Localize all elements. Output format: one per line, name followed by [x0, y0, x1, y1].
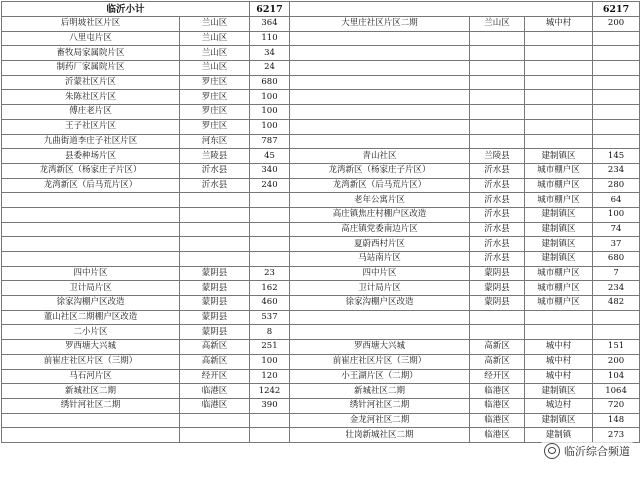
district-right-cell: 沂水县 [470, 222, 525, 237]
district-right-cell: 经开区 [470, 369, 525, 384]
district-right-cell: 临港区 [470, 384, 525, 399]
district-left-cell [180, 193, 250, 208]
count-right-cell: 74 [593, 222, 640, 237]
table-row [2, 296, 640, 311]
table-row [2, 90, 640, 105]
district-right-cell: 蒙阴县 [470, 281, 525, 296]
district-left-cell: 蒙阴县 [180, 281, 250, 296]
count-right-cell [593, 119, 640, 134]
count-right-cell: 7 [593, 266, 640, 281]
district-right-cell: 沂水县 [470, 193, 525, 208]
district-left-cell: 沂水县 [180, 163, 250, 178]
district-left-cell: 沂水县 [180, 178, 250, 193]
project-left-cell: 绣针河社区二期 [2, 398, 180, 413]
district-right-cell [470, 134, 525, 149]
table-row [2, 75, 640, 90]
type-right-cell [525, 61, 593, 76]
type-right-cell: 建制镇区 [525, 237, 593, 252]
count-left-cell: 100 [250, 105, 290, 120]
district-right-cell: 兰陵县 [470, 149, 525, 164]
table-row [2, 310, 640, 325]
district-right-cell [470, 75, 525, 90]
count-left-cell [250, 222, 290, 237]
project-left-cell [2, 252, 180, 267]
count-left-cell: 100 [250, 90, 290, 105]
type-right-cell: 城中村 [525, 354, 593, 369]
table-row [2, 193, 640, 208]
type-right-cell: 城中村 [525, 369, 593, 384]
project-left-cell: 九曲街道李庄子社区片区 [2, 134, 180, 149]
district-right-cell [470, 31, 525, 46]
count-left-cell: 100 [250, 354, 290, 369]
district-left-cell [180, 207, 250, 222]
count-right-cell: 280 [593, 178, 640, 193]
project-right-cell: 绣针河社区二期 [290, 398, 470, 413]
count-right-cell: 37 [593, 237, 640, 252]
table-row [2, 31, 640, 46]
header-title: 临沂小计 [2, 2, 250, 17]
count-left-cell: 460 [250, 296, 290, 311]
district-right-cell: 临港区 [470, 398, 525, 413]
district-left-cell: 蒙阴县 [180, 325, 250, 340]
count-right-cell [593, 105, 640, 120]
project-right-cell: 前崔庄社区片区（三期） [290, 354, 470, 369]
table-row [2, 325, 640, 340]
district-left-cell: 河东区 [180, 134, 250, 149]
count-right-cell: 1064 [593, 384, 640, 399]
count-right-cell: 200 [593, 17, 640, 32]
project-right-cell [290, 134, 470, 149]
district-left-cell: 临港区 [180, 384, 250, 399]
count-right-cell [593, 310, 640, 325]
table-row [2, 105, 640, 120]
district-left-cell: 罗庄区 [180, 90, 250, 105]
count-right-cell [593, 90, 640, 105]
table-row [2, 281, 640, 296]
type-right-cell [525, 31, 593, 46]
district-right-cell: 临港区 [470, 428, 525, 443]
count-left-cell: 364 [250, 17, 290, 32]
count-right-cell: 200 [593, 354, 640, 369]
watermark-text: 临沂综合频道 [564, 445, 630, 458]
project-left-cell: 马石河片区 [2, 369, 180, 384]
district-left-cell [180, 252, 250, 267]
count-left-cell [250, 428, 290, 443]
district-left-cell: 兰山区 [180, 17, 250, 32]
project-right-cell [290, 119, 470, 134]
count-left-cell: 340 [250, 163, 290, 178]
district-left-cell: 蒙阴县 [180, 310, 250, 325]
type-right-cell [525, 325, 593, 340]
table-row [2, 428, 640, 443]
district-left-cell: 罗庄区 [180, 119, 250, 134]
district-right-cell [470, 90, 525, 105]
district-right-cell: 临港区 [470, 413, 525, 428]
type-right-cell: 建制镇区 [525, 252, 593, 267]
type-right-cell: 城市棚户区 [525, 178, 593, 193]
project-right-cell: 大里庄社区片区二期 [290, 17, 470, 32]
project-left-cell: 前崔庄社区片区（三期） [2, 354, 180, 369]
count-right-cell [593, 134, 640, 149]
district-left-cell: 蒙阴县 [180, 296, 250, 311]
project-left-cell: 八里屯片区 [2, 31, 180, 46]
project-left-cell: 龙湾新区（杨家庄子片区） [2, 163, 180, 178]
table-row [2, 222, 640, 237]
count-right-cell: 64 [593, 193, 640, 208]
count-left-cell: 100 [250, 119, 290, 134]
project-left-cell: 徐家沟棚户区改造 [2, 296, 180, 311]
district-right-cell [470, 119, 525, 134]
project-left-cell [2, 413, 180, 428]
project-left-cell: 四中片区 [2, 266, 180, 281]
type-right-cell: 建制镇区 [525, 413, 593, 428]
project-right-cell [290, 31, 470, 46]
project-right-cell: 高庄镇焦庄村棚户区改造 [290, 207, 470, 222]
table-row [2, 266, 640, 281]
count-right-cell: 104 [593, 369, 640, 384]
type-right-cell: 建制镇区 [525, 384, 593, 399]
district-right-cell: 高新区 [470, 340, 525, 355]
district-left-cell: 兰陵县 [180, 149, 250, 164]
project-left-cell [2, 428, 180, 443]
district-left-cell: 兰山区 [180, 31, 250, 46]
project-right-cell: 青山社区 [290, 149, 470, 164]
project-right-cell [290, 61, 470, 76]
table-row [2, 178, 640, 193]
count-left-cell: 680 [250, 75, 290, 90]
table-row [2, 134, 640, 149]
project-left-cell [2, 207, 180, 222]
project-right-cell: 徐家沟棚户区改造 [290, 296, 470, 311]
header-row [2, 2, 640, 17]
table-row [2, 252, 640, 267]
count-right-cell: 680 [593, 252, 640, 267]
type-right-cell: 城边村 [525, 398, 593, 413]
type-right-cell [525, 75, 593, 90]
project-right-cell: 罗西塘大兴城 [290, 340, 470, 355]
table-row [2, 369, 640, 384]
count-left-cell: 34 [250, 46, 290, 61]
count-right-cell: 273 [593, 428, 640, 443]
table-row [2, 17, 640, 32]
district-left-cell [180, 428, 250, 443]
table-row [2, 61, 640, 76]
project-right-cell: 夏蔚西村片区 [290, 237, 470, 252]
district-left-cell: 罗庄区 [180, 75, 250, 90]
project-left-cell: 制药厂家属院片区 [2, 61, 180, 76]
district-left-cell: 经开区 [180, 369, 250, 384]
count-right-cell: 482 [593, 296, 640, 311]
project-left-cell: 龙湾新区（后马荒片区） [2, 178, 180, 193]
project-left-cell: 二小片区 [2, 325, 180, 340]
project-right-cell: 龙湾新区（后马荒片区） [290, 178, 470, 193]
district-right-cell: 沂水县 [470, 163, 525, 178]
project-left-cell [2, 237, 180, 252]
type-right-cell [525, 310, 593, 325]
count-right-cell: 234 [593, 281, 640, 296]
district-left-cell [180, 222, 250, 237]
type-right-cell: 建制镇 [525, 428, 593, 443]
table-row [2, 207, 640, 222]
project-right-cell: 老年公寓片区 [290, 193, 470, 208]
type-right-cell [525, 105, 593, 120]
project-right-cell [290, 310, 470, 325]
district-left-cell [180, 413, 250, 428]
project-right-cell: 卫计局片区 [290, 281, 470, 296]
project-right-cell [290, 75, 470, 90]
project-left-cell: 傅庄老片区 [2, 105, 180, 120]
type-right-cell [525, 90, 593, 105]
count-right-cell: 151 [593, 340, 640, 355]
table-row [2, 163, 640, 178]
count-left-cell: 251 [250, 340, 290, 355]
type-right-cell: 建制镇区 [525, 149, 593, 164]
project-left-cell [2, 193, 180, 208]
type-right-cell: 城市棚户区 [525, 266, 593, 281]
type-right-cell: 建制镇区 [525, 222, 593, 237]
district-right-cell [470, 61, 525, 76]
count-right-cell [593, 61, 640, 76]
project-right-cell [290, 325, 470, 340]
district-right-cell: 蒙阴县 [470, 296, 525, 311]
wechat-icon [544, 443, 560, 459]
table-row [2, 384, 640, 399]
project-right-cell: 高庄镇党委南边片区 [290, 222, 470, 237]
count-right-cell: 720 [593, 398, 640, 413]
count-left-cell [250, 252, 290, 267]
project-left-cell: 新城社区二期 [2, 384, 180, 399]
district-left-cell: 高新区 [180, 354, 250, 369]
district-left-cell: 兰山区 [180, 61, 250, 76]
project-left-cell: 董山社区二期棚户区改造 [2, 310, 180, 325]
district-right-cell: 高新区 [470, 354, 525, 369]
project-right-cell: 马站南片区 [290, 252, 470, 267]
count-left-cell: 390 [250, 398, 290, 413]
type-right-cell: 城中村 [525, 340, 593, 355]
project-left-cell: 罗西塘大兴城 [2, 340, 180, 355]
watermark [540, 442, 634, 460]
district-left-cell: 兰山区 [180, 46, 250, 61]
count-right-cell: 100 [593, 207, 640, 222]
project-left-cell: 县委种场片区 [2, 149, 180, 164]
type-right-cell: 城中村 [525, 17, 593, 32]
project-right-cell: 金龙河社区二期 [290, 413, 470, 428]
district-left-cell: 高新区 [180, 340, 250, 355]
district-right-cell: 沂水县 [470, 207, 525, 222]
count-left-cell: 787 [250, 134, 290, 149]
count-left-cell: 23 [250, 266, 290, 281]
count-left-cell [250, 207, 290, 222]
table-row [2, 149, 640, 164]
district-right-cell: 沂水县 [470, 178, 525, 193]
district-right-cell [470, 105, 525, 120]
type-right-cell: 城市棚户区 [525, 296, 593, 311]
count-left-cell: 8 [250, 325, 290, 340]
type-right-cell [525, 119, 593, 134]
count-left-cell: 162 [250, 281, 290, 296]
project-left-cell: 畜牧局家属院片区 [2, 46, 180, 61]
count-left-cell: 45 [250, 149, 290, 164]
district-right-cell [470, 310, 525, 325]
district-left-cell: 蒙阴县 [180, 266, 250, 281]
count-left-cell: 1242 [250, 384, 290, 399]
district-left-cell: 罗庄区 [180, 105, 250, 120]
count-left-cell: 240 [250, 178, 290, 193]
count-left-cell: 537 [250, 310, 290, 325]
district-right-cell [470, 46, 525, 61]
type-right-cell [525, 46, 593, 61]
project-left-cell: 朱陈社区片区 [2, 90, 180, 105]
count-right-cell [593, 31, 640, 46]
count-right-cell [593, 46, 640, 61]
count-left-cell: 110 [250, 31, 290, 46]
header-total-left: 6217 [250, 2, 290, 17]
table-body [2, 2, 640, 443]
project-right-cell: 新城社区二期 [290, 384, 470, 399]
project-right-cell [290, 105, 470, 120]
table-row [2, 354, 640, 369]
count-right-cell [593, 75, 640, 90]
project-left-cell: 沂蒙社区片区 [2, 75, 180, 90]
district-left-cell: 临港区 [180, 398, 250, 413]
table-row [2, 413, 640, 428]
project-right-cell: 龙湾新区（杨家庄子片区） [290, 163, 470, 178]
project-right-cell: 壮岗新城社区二期 [290, 428, 470, 443]
table-row [2, 119, 640, 134]
table-row [2, 46, 640, 61]
district-right-cell: 蒙阴县 [470, 266, 525, 281]
type-right-cell: 建制镇区 [525, 207, 593, 222]
housing-table [1, 1, 640, 443]
district-right-cell: 沂水县 [470, 237, 525, 252]
district-right-cell: 兰山区 [470, 17, 525, 32]
table-row [2, 340, 640, 355]
project-left-cell: 卫计局片区 [2, 281, 180, 296]
count-left-cell: 120 [250, 369, 290, 384]
project-right-cell [290, 90, 470, 105]
project-left-cell: 后明坡社区片区 [2, 17, 180, 32]
count-left-cell [250, 193, 290, 208]
project-right-cell: 小王湖片区（二期） [290, 369, 470, 384]
type-right-cell [525, 134, 593, 149]
district-right-cell: 沂水县 [470, 252, 525, 267]
count-right-cell: 234 [593, 163, 640, 178]
type-right-cell: 城市棚户区 [525, 163, 593, 178]
project-left-cell: 王子社区片区 [2, 119, 180, 134]
count-right-cell [593, 325, 640, 340]
table-row [2, 398, 640, 413]
type-right-cell: 城市棚户区 [525, 281, 593, 296]
table-row [2, 237, 640, 252]
header-total-right: 6217 [593, 2, 640, 17]
district-left-cell [180, 237, 250, 252]
count-right-cell: 148 [593, 413, 640, 428]
count-left-cell: 24 [250, 61, 290, 76]
count-right-cell: 145 [593, 149, 640, 164]
project-right-cell: 四中片区 [290, 266, 470, 281]
district-right-cell [470, 325, 525, 340]
count-left-cell [250, 413, 290, 428]
project-left-cell [2, 222, 180, 237]
count-left-cell [250, 237, 290, 252]
project-right-cell [290, 46, 470, 61]
header-blank [290, 2, 593, 17]
type-right-cell: 城市棚户区 [525, 193, 593, 208]
